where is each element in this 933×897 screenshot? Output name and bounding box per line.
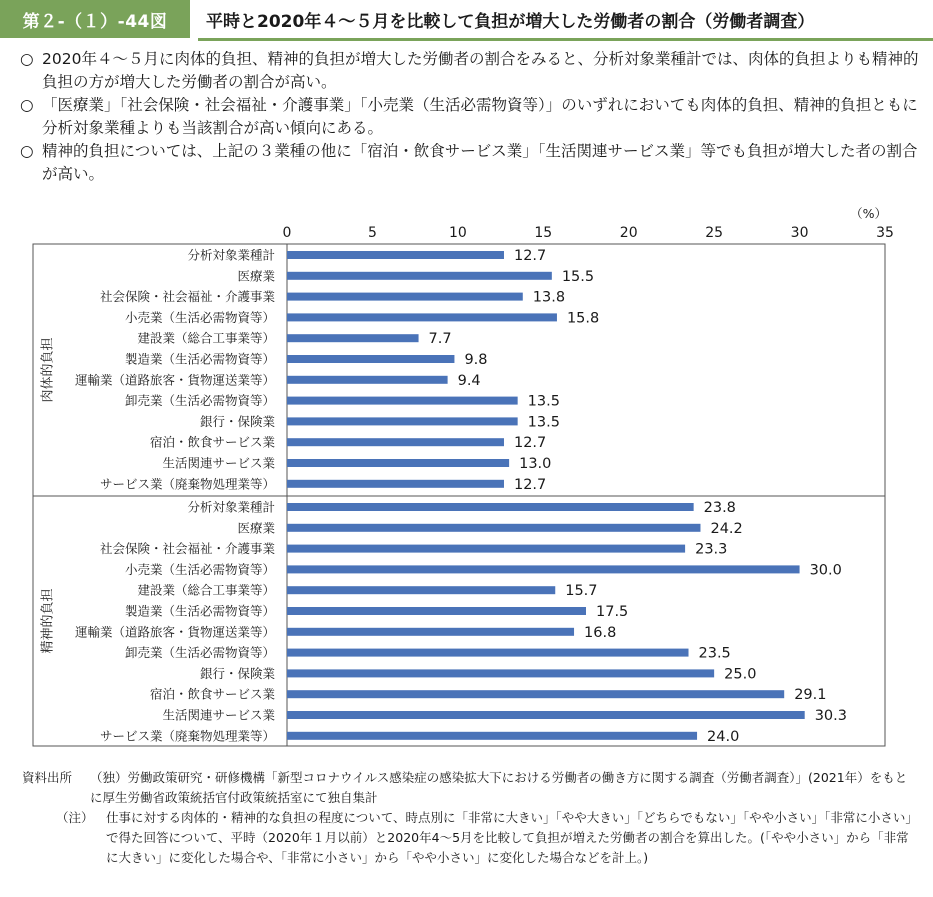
bar xyxy=(287,649,689,657)
data-label: 29.1 xyxy=(794,687,827,704)
bar xyxy=(287,459,509,467)
category-label: 卸売業（生活必需物資等） xyxy=(124,645,275,661)
category-label: 運輸業（道路旅客・貨物運送業等） xyxy=(74,372,275,388)
x-tick-label: 35 xyxy=(876,225,894,241)
category-label: 小売業（生活必需物資等） xyxy=(124,309,275,325)
category-label: 医療業 xyxy=(237,268,275,284)
bar xyxy=(287,313,557,321)
bar xyxy=(287,690,784,698)
summary-text: 精神的負担については、上記の３業種の他に「宿泊・飲食サービス業」「生活関連サービス業」等でも負担が増大した者の割合が高い。 xyxy=(42,142,918,183)
circle-bullet-icon: ○ xyxy=(20,50,34,68)
bar xyxy=(287,251,504,259)
data-label: 25.0 xyxy=(724,666,757,683)
group-label: 精神的負担 xyxy=(40,588,56,654)
summary-text: 「医療業」「社会保険・社会福祉・介護事業」「小売業（生活必需物資等）」のいずれにおいても肉体的負担、精神的負担ともに分析対象業種よりも当該割合が高い傾向にある。 xyxy=(42,96,918,137)
category-label: 生活関連サービス業 xyxy=(162,707,275,723)
data-label: 16.8 xyxy=(584,624,617,641)
bar xyxy=(287,565,800,573)
data-label: 12.7 xyxy=(513,476,547,493)
note-label: （注） xyxy=(56,810,94,825)
category-label: 宿泊・飲食サービス業 xyxy=(149,434,275,450)
source-text: （独）労働政策研究・研修機構「新型コロナウイルス感染症の感染拡大下における労働者の働き方に関する調査（労働者調査）」(2021年）をもとに厚生労働省政策統括官付政策統括室にて独自集計 xyxy=(90,770,908,805)
category-label: サービス業（廃棄物処理業等） xyxy=(99,476,275,492)
data-label: 23.8 xyxy=(703,500,736,516)
x-tick-label: 0 xyxy=(282,225,292,241)
data-label: 24.0 xyxy=(707,728,740,745)
data-label: 12.7 xyxy=(513,248,547,264)
bar xyxy=(287,524,700,532)
category-label: 医療業 xyxy=(237,520,275,536)
data-label: 13.5 xyxy=(527,414,560,431)
bar xyxy=(287,711,805,719)
source-notes xyxy=(22,768,917,868)
category-label: 生活関連サービス業 xyxy=(162,455,275,471)
bar xyxy=(287,293,523,301)
data-label: 17.5 xyxy=(596,604,629,620)
category-label: サービス業（廃棄物処理業等） xyxy=(99,728,275,744)
data-label: 15.8 xyxy=(566,310,600,327)
bar xyxy=(287,545,685,553)
x-tick-label: 10 xyxy=(448,225,467,241)
bar xyxy=(287,503,694,511)
data-label: 9.8 xyxy=(464,352,488,368)
source-label: 資料出所 xyxy=(22,770,73,785)
group-label: 肉体的負担 xyxy=(40,337,56,403)
summary-text: 2020年４～５月に肉体的負担、精神的負担が増大した労働者の割合をみると、分析対象業種計では、肉体的負担よりも精神的負担の方が増大した労働者の割合が高い。 xyxy=(42,50,919,91)
data-label: 7.7 xyxy=(428,331,452,348)
category-label: 銀行・保険業 xyxy=(199,413,275,429)
category-label: 宿泊・飲食サービス業 xyxy=(149,686,275,702)
x-tick-label: 5 xyxy=(367,225,377,241)
category-label: 銀行・保険業 xyxy=(199,665,275,681)
bar xyxy=(287,397,518,405)
bar xyxy=(287,480,504,488)
category-label: 運輸業（道路旅客・貨物運送業等） xyxy=(74,624,275,640)
bar xyxy=(287,586,555,594)
data-label: 23.3 xyxy=(695,541,728,558)
category-label: 製造業（生活必需物資等） xyxy=(124,351,275,367)
bar xyxy=(287,607,586,615)
note-text: 仕事に対する肉体的・精神的な負担の程度について、時点別に「非常に大きい」「やや大きい」「どちらでもない」「やや小さい」「非常に小さい」で得た回答について、平時（2020年１月以前）と2020年4～5月を比較して負担が増えた労働者の割合を算出した。(「やや小さい」から「非常に大きい」に変化した場合や、「非常に小さい」から「やや小さい」に変化した場合などを計上。) xyxy=(106,810,912,865)
figure-title: 平時と2020年４～５月を比較して負担が増大した労働者の割合（労働者調査） xyxy=(198,0,933,41)
bar xyxy=(287,272,552,280)
bar xyxy=(287,628,574,636)
data-label: 9.4 xyxy=(457,372,481,389)
source-line xyxy=(22,768,917,808)
axis-unit-label: （%） xyxy=(850,206,887,221)
bar xyxy=(287,438,504,446)
category-label: 社会保険・社会福祉・介護事業 xyxy=(99,541,275,557)
bar xyxy=(287,355,454,363)
data-label: 12.7 xyxy=(513,435,547,452)
bar xyxy=(287,334,419,342)
category-label: 分析対象業種計 xyxy=(187,499,275,515)
note-line xyxy=(36,808,917,868)
circle-bullet-icon: ○ xyxy=(20,142,34,160)
circle-bullet-icon: ○ xyxy=(20,96,34,114)
data-label: 13.0 xyxy=(519,456,552,472)
data-label: 24.2 xyxy=(710,520,743,537)
bar xyxy=(287,417,518,425)
data-label: 13.5 xyxy=(527,393,560,410)
category-label: 建設業（総合工事業等） xyxy=(137,582,275,598)
data-label: 15.7 xyxy=(565,583,598,600)
category-label: 建設業（総合工事業等） xyxy=(137,330,275,346)
data-label: 30.0 xyxy=(809,562,842,579)
data-label: 23.5 xyxy=(698,645,731,662)
category-label: 分析対象業種計 xyxy=(187,247,275,263)
category-label: 製造業（生活必需物資等） xyxy=(124,603,275,619)
data-label: 13.8 xyxy=(532,289,566,306)
figure-number-badge: 第２-（１）-44図 xyxy=(0,0,190,38)
category-label: 卸売業（生活必需物資等） xyxy=(124,393,275,409)
data-label: 15.5 xyxy=(561,268,595,285)
bar xyxy=(287,732,697,740)
category-label: 社会保険・社会福祉・介護事業 xyxy=(99,289,275,305)
x-tick-label: 25 xyxy=(705,225,724,241)
x-tick-label: 15 xyxy=(534,225,553,241)
category-label: 小売業（生活必需物資等） xyxy=(124,561,275,577)
x-tick-label: 30 xyxy=(790,225,809,241)
data-label: 30.3 xyxy=(814,708,847,724)
bar xyxy=(287,376,448,384)
bar xyxy=(287,669,714,677)
x-tick-label: 20 xyxy=(619,225,638,241)
